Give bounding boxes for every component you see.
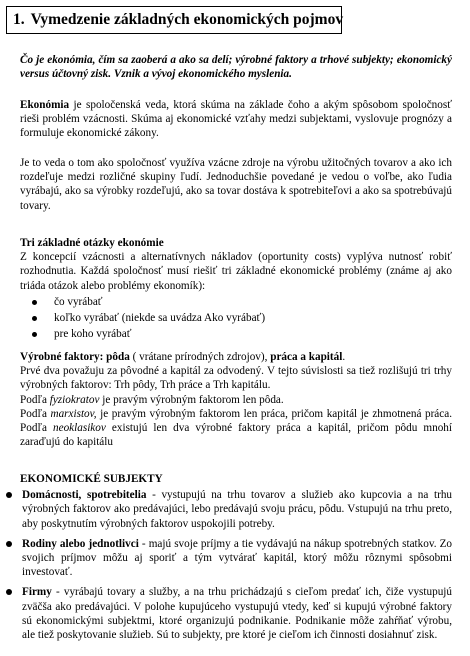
factors-text-part: existujú len dva výrobné faktory práca a kapitál, pričom pôdu mnohí zaraďujú do kapitálu	[20, 422, 453, 449]
subject-term: Domácnosti, spotrebitelia	[22, 489, 147, 502]
questions-text: Z koncepcií vzácnosti a alternatívnych nákladov (oportunity costs) vyplýva nutnosť robiť rozhodnutia. Každá spoločnosť musí riešiť tri základné ekonomické problémy (známe aj ako triáda otázok alebo problémy ekonomík):	[20, 251, 452, 292]
factors-text-part: Podľa	[20, 393, 50, 406]
subject-term: Firmy	[22, 586, 52, 599]
factors-fyziokrati	[20, 393, 452, 407]
list-item: čo vyrábať	[20, 295, 452, 309]
subjects-section	[6, 472, 452, 648]
chapter-number: 1.	[13, 11, 25, 28]
subject-text: - vystupujú na trhu tovarov a služieb ako kupcovia a na trhu výrobných faktorov ako predávajúci, lebo predávajú svoju prácu, pôdu. Vstupujú na trhu preto, aby poskytnutím výrobných faktorov uspokojili potreby.	[22, 489, 452, 530]
factors-heading-part: ( vrátane prírodných zdrojov),	[129, 351, 271, 363]
factors-text-part: Podľa	[20, 407, 51, 420]
factors-text-part: fyziokratov	[49, 393, 100, 406]
list-item: koľko vyrábať (niekde sa uvádza Ako vyrábať)	[20, 311, 452, 325]
list-item	[6, 585, 452, 642]
list-item	[6, 537, 452, 580]
ekonomia-term: Ekonómia	[20, 99, 70, 111]
subject-term: Rodiny alebo jednotlivci	[22, 537, 139, 550]
factors-section	[20, 350, 452, 449]
ekonomia-definition	[20, 98, 452, 141]
questions-list	[20, 295, 452, 342]
factors-text-part: je pravým výrobným faktorom len práca, pričom kapitál je zhmotnená práca. Podľa	[20, 407, 452, 435]
factors-heading	[20, 350, 452, 364]
questions-section	[20, 236, 452, 341]
questions-heading: Tri základné otázky ekonómie	[20, 237, 164, 249]
subjects-list	[6, 488, 452, 642]
intro-summary: Čo je ekonómia, čím sa zaoberá a ako sa delí; výrobné faktory a trhové subjekty; ekonomický versus účtovný zisk. Vznik a vývoj ekonomického myslenia.	[20, 54, 452, 81]
list-item: pre koho vyrábať	[20, 327, 452, 341]
factors-text-1: Prvé dva považuju za pôvodné a kapitál za odvodený. V tejto súvislosti sa tiež rozlišujú tri trhy výrobných faktorov: Trh pôdy, Trh práce a Trh kapitálu.	[20, 365, 452, 392]
ekonomia-paragraph-2: Je to veda o tom ako spoločnosť využíva vzácne zdroje na výrobu užitočných tovarov a ako ich rozdeľuje medzi rozličné skupiny ľudí. Jednoduchšie povedané je vedou o voľbe, ako ľudia vyrábajú, ako sa výrobky rozdeľujú, ako sa tovar dostáva k spotrebiteľovi a ako sa spotrebúvajú tovary.	[20, 157, 452, 212]
subject-text: - vyrábajú tovary a služby, a na trhu prichádzajú s cieľom predať ich, čiže vystupujú zväčša ako predávajúci. V polohe kupujúceho vystupujú vtedy, keď si kupujú výrobné faktory sú ekonomickými subjektmi, ktoré organizujú podnikanie. Podnikanie môže zahŕňať výrobu, ale tiež poskytovanie služieb. Sú to subjekty, pre ktoré je cieľom ich činnosti dosiahnuť zisk.	[22, 586, 452, 642]
ekonomia-text: je spoločenská veda, ktorá skúma na základe čoho a akým spôsobom spoločnosť rieši problém vzácnosti. Skúma aj ekonomické vzťahy medzi subjektami, vyslovuje prognózy a formuluje ekonomické zákony.	[20, 99, 452, 140]
list-item	[6, 488, 452, 531]
factors-heading-part: práca a kapitál	[270, 351, 343, 363]
factors-text-part: je pravým výrobným faktorom len pôda.	[99, 393, 284, 406]
subjects-heading: EKONOMICKÉ SUBJEKTY	[20, 473, 163, 485]
chapter-title-box	[6, 6, 342, 34]
factors-marxisti	[20, 407, 452, 450]
subject-text: - majú svoje príjmy a tie vydávajú na nákup spotrebných statkov. Zo svojich príjmov môžu aj sporiť a tým vytvárať kapitál, ktorý môžu rôznymi spôsobmi investovať.	[22, 537, 453, 579]
factors-text-part: marxistov,	[50, 407, 97, 420]
factors-text-part: neoklasikov	[53, 422, 106, 435]
factors-heading-part: .	[342, 351, 346, 363]
factors-heading-part: Výrobné faktory: pôda	[20, 351, 130, 363]
chapter-title: Vymedzenie základných ekonomických pojmov	[30, 11, 344, 28]
